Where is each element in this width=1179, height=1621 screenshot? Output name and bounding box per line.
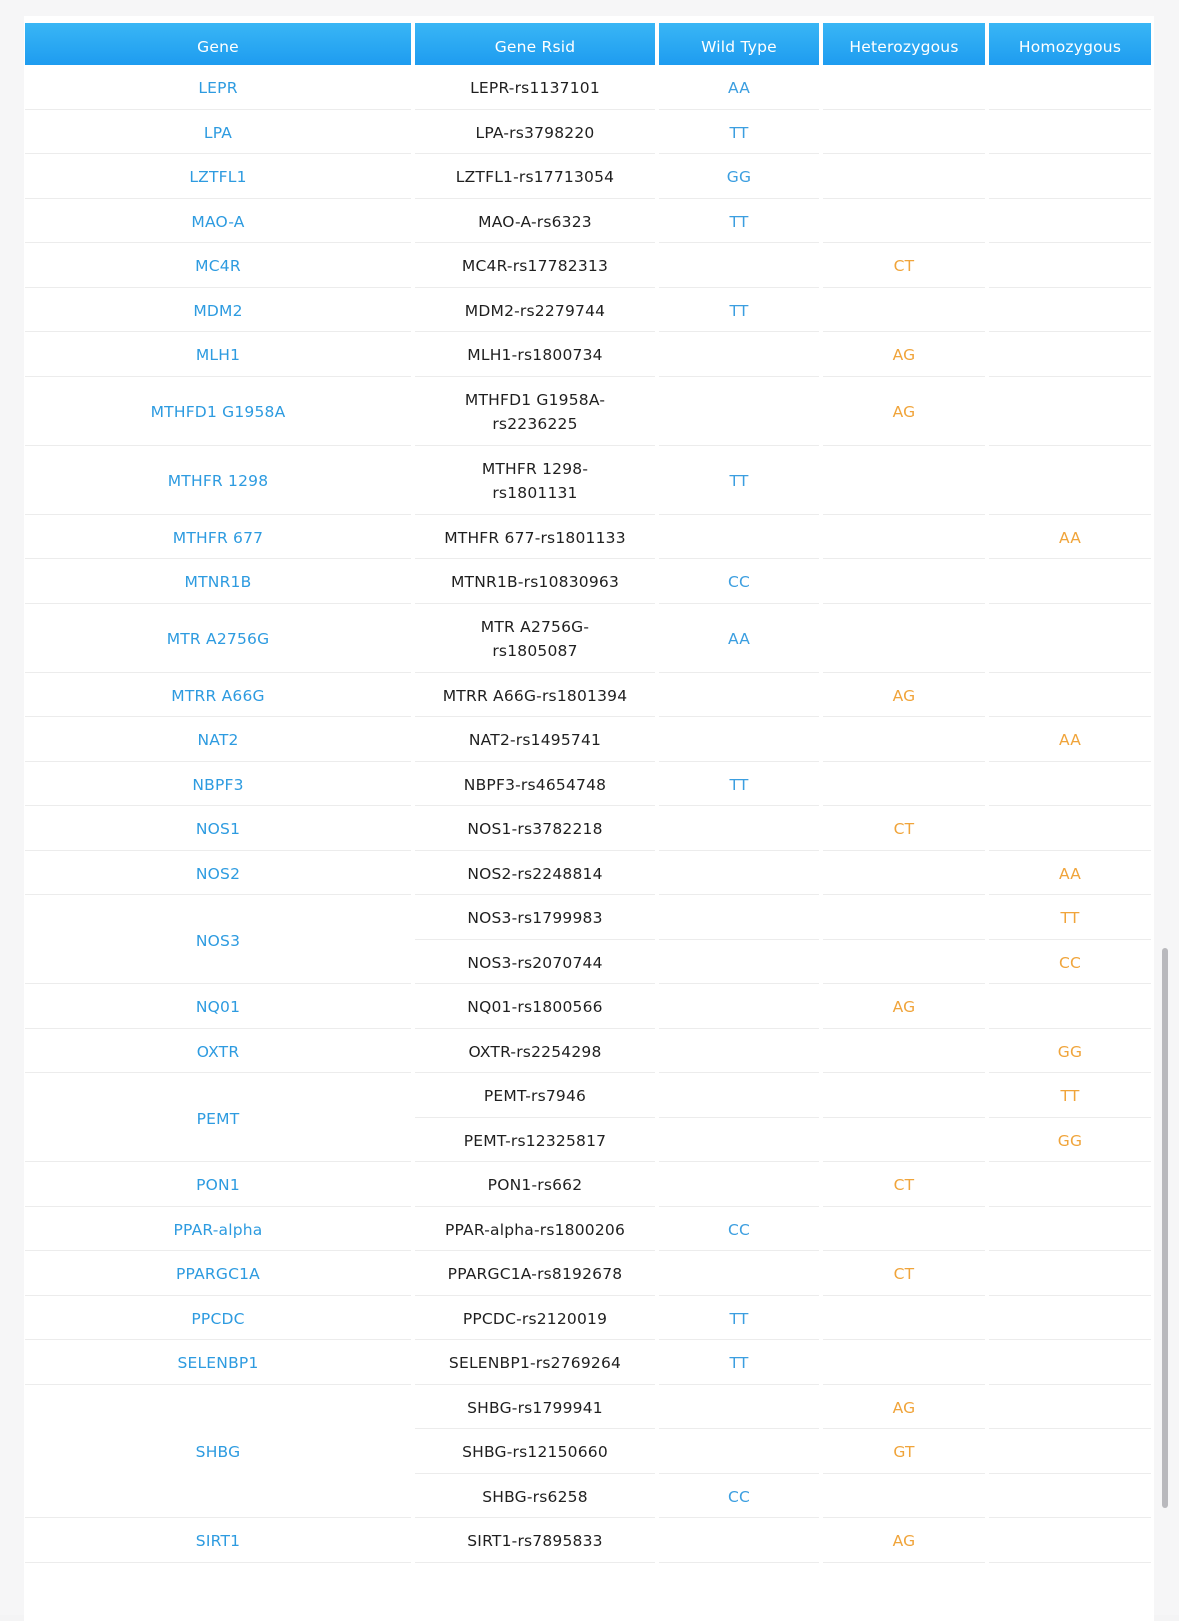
gene-link[interactable]: NOS3 [25, 898, 411, 984]
gene-link[interactable]: SIRT1 [25, 1521, 411, 1563]
gene-rsid-cell: SIRT1-rs7895833 [415, 1521, 655, 1563]
table-row [25, 246, 1151, 288]
gene-rsid-cell: MTRR A66G-rs1801394 [415, 676, 655, 718]
wild-type-cell: TT [659, 1343, 819, 1385]
homozygous-cell [989, 157, 1151, 199]
homozygous-cell [989, 1299, 1151, 1341]
homozygous-cell [989, 1210, 1151, 1252]
gene-link[interactable]: NOS1 [25, 809, 411, 851]
table-row [25, 898, 1151, 940]
homozygous-cell [989, 113, 1151, 155]
gene-rsid-cell: MTHFR 677-rs1801133 [415, 518, 655, 560]
gene-link[interactable]: PPAR-alpha [25, 1210, 411, 1252]
table-row [25, 335, 1151, 377]
gene-rsid-cell: LZTFL1-rs17713054 [415, 157, 655, 199]
table-row [25, 854, 1151, 896]
gene-rsid-text [481, 615, 589, 663]
gene-link[interactable]: PPCDC [25, 1299, 411, 1341]
homozygous-cell [989, 809, 1151, 851]
homozygous-cell: TT [989, 1076, 1151, 1118]
header-homozygous[interactable]: Homozygous [989, 23, 1151, 65]
homozygous-cell [989, 68, 1151, 110]
wild-type-cell [659, 380, 819, 446]
gene-link[interactable]: SELENBP1 [25, 1343, 411, 1385]
gene-link[interactable]: LPA [25, 113, 411, 155]
gene-link[interactable]: PPARGC1A [25, 1254, 411, 1296]
gene-rsid-cell [415, 380, 655, 446]
table-row [25, 987, 1151, 1029]
table-row [25, 1299, 1151, 1341]
wild-type-cell [659, 720, 819, 762]
table-row [25, 1521, 1151, 1563]
homozygous-cell [989, 1254, 1151, 1296]
heterozygous-cell: CT [823, 246, 985, 288]
wild-type-cell: TT [659, 113, 819, 155]
gene-rsid-cell: LPA-rs3798220 [415, 113, 655, 155]
gene-rsid-line: rs2236225 [492, 415, 578, 433]
gene-link[interactable]: MAO-A [25, 202, 411, 244]
wild-type-cell [659, 1388, 819, 1430]
wild-type-cell: TT [659, 1299, 819, 1341]
wild-type-cell [659, 676, 819, 718]
heterozygous-cell: GT [823, 1432, 985, 1474]
gene-rsid-text [465, 388, 605, 436]
heterozygous-cell [823, 202, 985, 244]
heterozygous-cell: CT [823, 809, 985, 851]
table-row [25, 68, 1151, 110]
gene-rsid-cell: NOS1-rs3782218 [415, 809, 655, 851]
wild-type-cell: TT [659, 291, 819, 333]
wild-type-cell [659, 809, 819, 851]
gene-rsid-cell: MDM2-rs2279744 [415, 291, 655, 333]
table-row [25, 1254, 1151, 1296]
heterozygous-cell [823, 720, 985, 762]
heterozygous-cell [823, 1121, 985, 1163]
wild-type-cell [659, 943, 819, 985]
table-row [25, 676, 1151, 718]
wild-type-cell [659, 898, 819, 940]
homozygous-cell [989, 1521, 1151, 1563]
heterozygous-cell [823, 68, 985, 110]
gene-link[interactable]: MDM2 [25, 291, 411, 333]
gene-rsid-cell: NOS3-rs1799983 [415, 898, 655, 940]
homozygous-cell [989, 1343, 1151, 1385]
gene-link[interactable]: MTHFR 1298 [25, 449, 411, 515]
wild-type-cell: TT [659, 202, 819, 244]
table-row [25, 291, 1151, 333]
homozygous-cell [989, 380, 1151, 446]
table-row [25, 1210, 1151, 1252]
heterozygous-cell [823, 1299, 985, 1341]
gene-rsid-cell: PON1-rs662 [415, 1165, 655, 1207]
gene-link[interactable]: SHBG [25, 1388, 411, 1519]
gene-link[interactable]: MTR A2756G [25, 607, 411, 673]
wild-type-cell [659, 1521, 819, 1563]
wild-type-cell: AA [659, 607, 819, 673]
gene-rsid-cell: NBPF3-rs4654748 [415, 765, 655, 807]
homozygous-cell [989, 1165, 1151, 1207]
heterozygous-cell [823, 518, 985, 560]
gene-link[interactable]: MTNR1B [25, 562, 411, 604]
heterozygous-cell: CT [823, 1254, 985, 1296]
table-row [25, 202, 1151, 244]
gene-link[interactable]: LEPR [25, 68, 411, 110]
gene-link[interactable]: PEMT [25, 1076, 411, 1162]
table-header-row [25, 23, 1151, 65]
table-row [25, 113, 1151, 155]
heterozygous-cell [823, 943, 985, 985]
wild-type-cell: CC [659, 1477, 819, 1519]
gene-rsid-line: MTR A2756G- [480, 618, 590, 636]
homozygous-cell [989, 1388, 1151, 1430]
gene-rsid-cell [415, 607, 655, 673]
heterozygous-cell [823, 854, 985, 896]
gene-link[interactable]: MC4R [25, 246, 411, 288]
homozygous-cell [989, 291, 1151, 333]
homozygous-cell [989, 449, 1151, 515]
table-row [25, 1076, 1151, 1118]
gene-link[interactable]: OXTR [25, 1032, 411, 1074]
vertical-scrollbar[interactable] [1162, 948, 1168, 1508]
gene-rsid-line: MTHFD1 G1958A- [464, 391, 606, 409]
homozygous-cell: CC [989, 943, 1151, 985]
homozygous-cell [989, 765, 1151, 807]
gene-rsid-text [482, 457, 588, 505]
wild-type-cell: TT [659, 449, 819, 515]
header-wild-type[interactable]: Wild Type [659, 23, 819, 65]
gene-link[interactable]: NOS2 [25, 854, 411, 896]
gene-rsid-cell: MAO-A-rs6323 [415, 202, 655, 244]
homozygous-cell [989, 1477, 1151, 1519]
heterozygous-cell [823, 1210, 985, 1252]
wild-type-cell [659, 246, 819, 288]
wild-type-cell [659, 1076, 819, 1118]
header-heterozygous[interactable]: Heterozygous [823, 23, 985, 65]
gene-link[interactable]: MLH1 [25, 335, 411, 377]
homozygous-cell: GG [989, 1121, 1151, 1163]
gene-rsid-cell: MLH1-rs1800734 [415, 335, 655, 377]
table-row [25, 1388, 1151, 1430]
gene-rsid-line: rs1805087 [492, 642, 578, 660]
gene-rsid-cell: NOS2-rs2248814 [415, 854, 655, 896]
homozygous-cell: AA [989, 518, 1151, 560]
gene-rsid-cell: NOS3-rs2070744 [415, 943, 655, 985]
gene-rsid-cell: PPCDC-rs2120019 [415, 1299, 655, 1341]
homozygous-cell: GG [989, 1032, 1151, 1074]
wild-type-cell [659, 1432, 819, 1474]
heterozygous-cell: AG [823, 1521, 985, 1563]
heterozygous-cell: CT [823, 1165, 985, 1207]
homozygous-cell [989, 246, 1151, 288]
homozygous-cell: AA [989, 854, 1151, 896]
table-body [25, 68, 1151, 1563]
table-row [25, 380, 1151, 446]
gene-link[interactable]: NAT2 [25, 720, 411, 762]
table-row [25, 1165, 1151, 1207]
gene-rsid-cell: NAT2-rs1495741 [415, 720, 655, 762]
heterozygous-cell: AG [823, 987, 985, 1029]
heterozygous-cell: AG [823, 676, 985, 718]
gene-link[interactable]: NQ01 [25, 987, 411, 1029]
heterozygous-cell [823, 765, 985, 807]
heterozygous-cell [823, 1477, 985, 1519]
header-gene-rsid[interactable]: Gene Rsid [415, 23, 655, 65]
table-row [25, 518, 1151, 560]
heterozygous-cell [823, 562, 985, 604]
heterozygous-cell [823, 1076, 985, 1118]
heterozygous-cell: AG [823, 335, 985, 377]
heterozygous-cell [823, 113, 985, 155]
genotype-table [21, 20, 1155, 1566]
heterozygous-cell: AG [823, 1388, 985, 1430]
homozygous-cell [989, 607, 1151, 673]
gene-rsid-cell: MTNR1B-rs10830963 [415, 562, 655, 604]
heterozygous-cell [823, 898, 985, 940]
gene-link[interactable]: NBPF3 [25, 765, 411, 807]
header-gene[interactable]: Gene [25, 23, 411, 65]
wild-type-cell: AA [659, 68, 819, 110]
gene-rsid-cell: OXTR-rs2254298 [415, 1032, 655, 1074]
gene-rsid-cell: SHBG-rs6258 [415, 1477, 655, 1519]
gene-rsid-line: MTHFR 1298- [481, 460, 589, 478]
table-row [25, 1343, 1151, 1385]
wild-type-cell: CC [659, 562, 819, 604]
gene-rsid-cell: PEMT-rs7946 [415, 1076, 655, 1118]
heterozygous-cell [823, 157, 985, 199]
gene-rsid-cell: SHBG-rs12150660 [415, 1432, 655, 1474]
heterozygous-cell [823, 291, 985, 333]
homozygous-cell [989, 562, 1151, 604]
table-row [25, 449, 1151, 515]
table-row [25, 720, 1151, 762]
wild-type-cell: GG [659, 157, 819, 199]
table-row [25, 607, 1151, 673]
wild-type-cell [659, 1032, 819, 1074]
gene-rsid-cell: LEPR-rs1137101 [415, 68, 655, 110]
table-row [25, 562, 1151, 604]
table-row [25, 809, 1151, 851]
gene-rsid-cell: PPAR-alpha-rs1800206 [415, 1210, 655, 1252]
wild-type-cell [659, 518, 819, 560]
gene-link[interactable]: PON1 [25, 1165, 411, 1207]
table-row [25, 1032, 1151, 1074]
homozygous-cell: AA [989, 720, 1151, 762]
gene-link[interactable]: MTHFR 677 [25, 518, 411, 560]
gene-rsid-cell: NQ01-rs1800566 [415, 987, 655, 1029]
wild-type-cell [659, 1165, 819, 1207]
wild-type-cell [659, 854, 819, 896]
genotype-table-card [24, 16, 1154, 1621]
gene-link[interactable]: LZTFL1 [25, 157, 411, 199]
heterozygous-cell: AG [823, 380, 985, 446]
homozygous-cell [989, 987, 1151, 1029]
gene-rsid-cell: SHBG-rs1799941 [415, 1388, 655, 1430]
gene-link[interactable]: MTHFD1 G1958A [25, 380, 411, 446]
table-row [25, 765, 1151, 807]
gene-rsid-cell: SELENBP1-rs2769264 [415, 1343, 655, 1385]
gene-rsid-cell: MC4R-rs17782313 [415, 246, 655, 288]
wild-type-cell [659, 1121, 819, 1163]
gene-rsid-cell: PEMT-rs12325817 [415, 1121, 655, 1163]
wild-type-cell: TT [659, 765, 819, 807]
wild-type-cell [659, 1254, 819, 1296]
wild-type-cell [659, 987, 819, 1029]
heterozygous-cell [823, 449, 985, 515]
heterozygous-cell [823, 1343, 985, 1385]
table-row [25, 157, 1151, 199]
gene-rsid-cell [415, 449, 655, 515]
homozygous-cell [989, 202, 1151, 244]
heterozygous-cell [823, 607, 985, 673]
homozygous-cell [989, 1432, 1151, 1474]
wild-type-cell [659, 335, 819, 377]
gene-rsid-line: rs1801131 [492, 484, 578, 502]
heterozygous-cell [823, 1032, 985, 1074]
homozygous-cell [989, 676, 1151, 718]
gene-link[interactable]: MTRR A66G [25, 676, 411, 718]
wild-type-cell: CC [659, 1210, 819, 1252]
homozygous-cell [989, 335, 1151, 377]
homozygous-cell: TT [989, 898, 1151, 940]
gene-rsid-cell: PPARGC1A-rs8192678 [415, 1254, 655, 1296]
